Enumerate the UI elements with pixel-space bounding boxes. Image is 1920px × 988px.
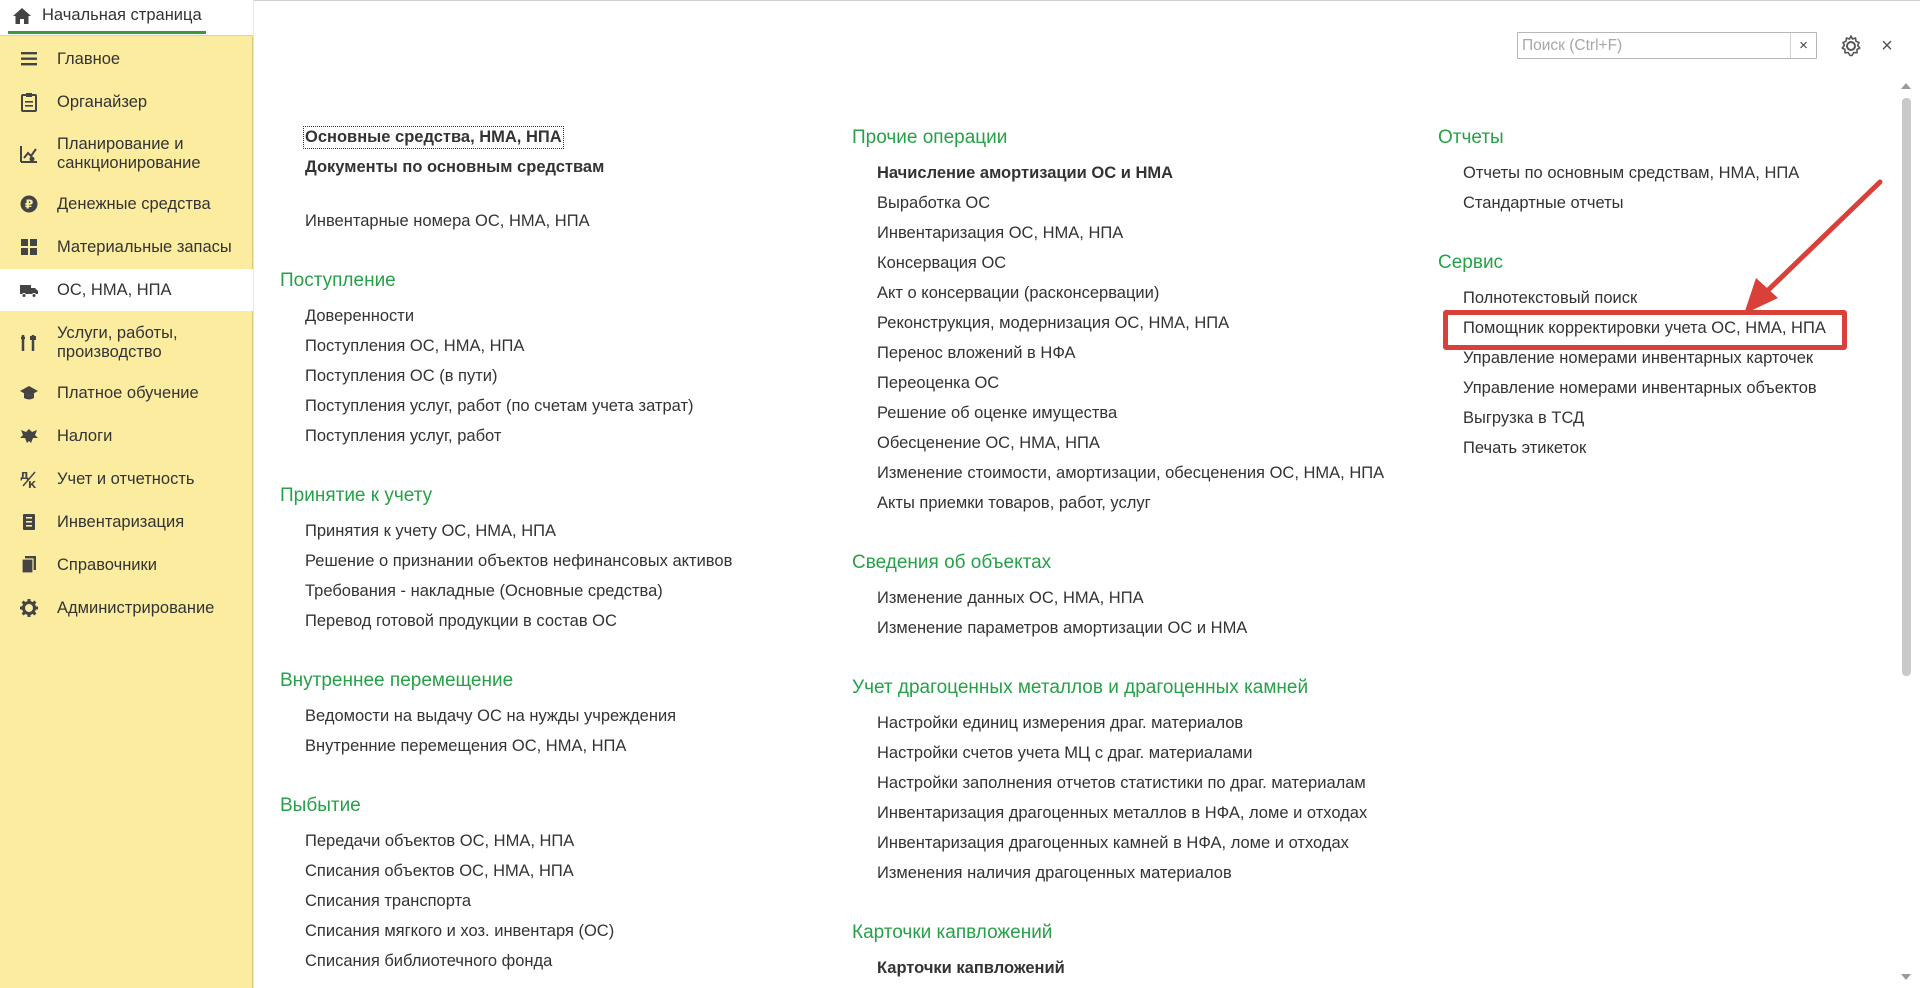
section-heading-receipt: Поступление bbox=[280, 270, 396, 291]
section-heading-acceptance: Принятие к учету bbox=[280, 485, 433, 506]
sidebar-item-paid-education[interactable]: Платное обучение bbox=[0, 374, 253, 412]
section-heading-internal-transfer: Внутреннее перемещение bbox=[280, 670, 514, 691]
link-item[interactable]: Доверенности bbox=[305, 307, 415, 325]
sidebar-item-organizer[interactable]: Органайзер bbox=[0, 83, 253, 121]
annotation-arrow-icon bbox=[1730, 170, 1890, 320]
link-item[interactable]: Инвентаризация драгоценных камней в НФА, ломе и отходах bbox=[877, 834, 1349, 852]
section-heading-reports: Отчеты bbox=[1438, 127, 1504, 148]
link-depreciation[interactable]: Начисление амортизации ОС и НМА bbox=[877, 164, 1174, 182]
link-item[interactable]: Отчеты по основным средствам, НМА, НПА bbox=[1463, 164, 1800, 182]
link-item[interactable]: Передачи объектов ОС, НМА, НПА bbox=[305, 832, 575, 850]
sidebar-item-planning[interactable]: Планирование и санкционирование bbox=[0, 126, 253, 182]
link-inventory-numbers[interactable]: Инвентарные номера ОС, НМА, НПА bbox=[305, 212, 590, 230]
link-item[interactable]: Требования - накладные (Основные средства) bbox=[305, 582, 663, 600]
main-panel bbox=[254, 0, 1920, 988]
link-item[interactable]: Полнотекстовый поиск bbox=[1463, 289, 1638, 307]
link-fixed-asset-documents[interactable]: Документы по основным средствам bbox=[305, 158, 605, 176]
link-item[interactable]: Изменения наличия драгоценных материалов bbox=[877, 864, 1232, 882]
home-icon bbox=[12, 6, 32, 26]
link-item[interactable]: Принятия к учету ОС, НМА, НПА bbox=[305, 522, 556, 540]
link-correction-assistant[interactable]: Помощник корректировки учета ОС, НМА, НПА bbox=[1463, 319, 1826, 337]
link-item[interactable]: Поступления ОС (в пути) bbox=[305, 367, 498, 385]
eagle-emblem-icon bbox=[19, 426, 39, 446]
search-clear-button[interactable]: × bbox=[1790, 33, 1816, 58]
link-item[interactable]: Выработка ОС bbox=[877, 194, 991, 212]
graduation-cap-icon bbox=[19, 383, 39, 403]
link-item[interactable]: Настройки единиц измерения драг. материалов bbox=[877, 714, 1244, 732]
link-item[interactable]: Стандартные отчеты bbox=[1463, 194, 1624, 212]
link-item[interactable]: Реконструкция, модернизация ОС, НМА, НПА bbox=[877, 314, 1230, 332]
grid-icon bbox=[19, 237, 39, 257]
sidebar-item-accounting[interactable]: Д К Учет и отчетность bbox=[20, 469, 195, 489]
sidebar-item-main[interactable]: Главное bbox=[0, 40, 253, 78]
link-item[interactable]: Акт о консервации (расконсервации) bbox=[877, 284, 1160, 302]
link-item[interactable]: Перенос вложений в НФА bbox=[877, 344, 1076, 362]
scrollbar-thumb[interactable] bbox=[1902, 98, 1911, 676]
link-item[interactable]: Управление номерами инвентарных карточек bbox=[1463, 349, 1814, 367]
books-icon bbox=[19, 555, 39, 575]
link-fixed-assets-list[interactable]: Основные средства, НМА, НПА bbox=[305, 128, 562, 146]
section-heading-service: Сервис bbox=[1438, 252, 1504, 273]
sidebar-item-materials[interactable]: Материальные запасы bbox=[0, 228, 253, 266]
link-item[interactable]: Поступления ОС, НМА, НПА bbox=[305, 337, 525, 355]
link-item[interactable]: Настройки счетов учета МЦ с драг. материалами bbox=[877, 744, 1253, 762]
truck-icon bbox=[19, 280, 39, 300]
link-item[interactable]: Списания библиотечного фонда bbox=[305, 952, 553, 970]
section-heading-object-info: Сведения об объектах bbox=[852, 552, 1052, 573]
section-heading-precious-metals: Учет драгоценных металлов и драгоценных камней bbox=[852, 677, 1309, 698]
search-box bbox=[1517, 32, 1817, 59]
link-item[interactable]: Изменение стоимости, амортизации, обесценения ОС, НМА, НПА bbox=[877, 464, 1385, 482]
link-item[interactable]: Изменение данных ОС, НМА, НПА bbox=[877, 589, 1144, 607]
link-item[interactable]: Инвентаризация драгоценных металлов в НФА, ломе и отходах bbox=[877, 804, 1368, 822]
link-item[interactable]: Списания объектов ОС, НМА, НПА bbox=[305, 862, 574, 880]
link-item[interactable]: Списания транспорта bbox=[305, 892, 472, 910]
sidebar-item-services[interactable]: Услуги, работы, производство bbox=[0, 315, 253, 371]
accounting-icon bbox=[19, 469, 39, 489]
close-button[interactable]: × bbox=[1881, 34, 1893, 57]
link-item[interactable]: Списания мягкого и хоз. инвентаря (ОС) bbox=[305, 922, 615, 940]
section-heading-disposal: Выбытие bbox=[280, 795, 361, 816]
home-tab[interactable] bbox=[0, 0, 253, 36]
link-item[interactable]: Перевод готовой продукции в состав ОС bbox=[305, 612, 617, 630]
link-item[interactable]: Выгрузка в ТСД bbox=[1463, 409, 1585, 427]
svg-text:Д: Д bbox=[20, 471, 29, 482]
link-item[interactable]: Настройки заполнения отчетов статистики по драг. материалам bbox=[877, 774, 1366, 792]
link-item[interactable]: Поступления услуг, работ (по счетам учета затрат) bbox=[305, 397, 694, 415]
link-item[interactable]: Внутренние перемещения ОС, НМА, НПА bbox=[305, 737, 627, 755]
search-input[interactable] bbox=[1518, 33, 1790, 58]
link-item[interactable]: Печать этикеток bbox=[1463, 439, 1587, 457]
link-item[interactable]: Переоценка ОС bbox=[877, 374, 1000, 392]
scroll-down-arrow-icon[interactable] bbox=[1901, 974, 1911, 980]
home-tab-label: Начальная страница bbox=[42, 6, 202, 24]
link-item[interactable]: Обесценение ОС, НМА, НПА bbox=[877, 434, 1100, 452]
svg-text:К: К bbox=[28, 480, 37, 489]
link-item[interactable]: Поступления услуг, работ bbox=[305, 427, 502, 445]
sidebar-item-references[interactable]: Справочники bbox=[0, 546, 253, 584]
home-tab-active[interactable] bbox=[8, 0, 206, 34]
inventory-icon bbox=[19, 512, 39, 532]
sidebar-item-inventory[interactable]: Инвентаризация bbox=[0, 503, 253, 541]
ruble-coin-icon bbox=[19, 194, 39, 214]
sidebar-item-fixed-assets[interactable]: ОС, НМА, НПА bbox=[0, 269, 253, 311]
link-item[interactable]: Решение об оценке имущества bbox=[877, 404, 1118, 422]
svg-text:₽: ₽ bbox=[24, 197, 34, 212]
settings-gear-icon[interactable] bbox=[1839, 34, 1863, 58]
link-item[interactable]: Консервация ОС bbox=[877, 254, 1007, 272]
link-item[interactable]: Ведомости на выдачу ОС на нужды учреждения bbox=[305, 707, 677, 725]
menu-icon bbox=[19, 49, 39, 69]
clipboard-icon bbox=[19, 92, 39, 112]
sidebar-item-taxes[interactable]: Налоги bbox=[0, 417, 253, 455]
tools-icon bbox=[19, 333, 39, 353]
sidebar bbox=[0, 37, 253, 988]
link-item[interactable]: Решение о признании объектов нефинансовых активов bbox=[305, 552, 733, 570]
planning-icon bbox=[19, 144, 39, 164]
section-heading-other-operations: Прочие операции bbox=[852, 127, 1008, 148]
sidebar-item-administration[interactable]: Администрирование bbox=[0, 589, 253, 627]
link-item[interactable]: Инвентаризация ОС, НМА, НПА bbox=[877, 224, 1124, 242]
section-heading-capital-cards: Карточки капвложений bbox=[852, 922, 1053, 943]
gear-icon bbox=[19, 598, 39, 618]
link-item[interactable]: Управление номерами инвентарных объектов bbox=[1463, 379, 1817, 397]
sidebar-item-money[interactable]: ₽ Денежные средства bbox=[0, 185, 253, 223]
link-item[interactable]: Акты приемки товаров, работ, услуг bbox=[877, 494, 1151, 512]
link-item[interactable]: Изменение параметров амортизации ОС и НМА bbox=[877, 619, 1248, 637]
link-capital-cards[interactable]: Карточки капвложений bbox=[877, 959, 1065, 977]
scroll-up-arrow-icon[interactable] bbox=[1901, 83, 1911, 89]
